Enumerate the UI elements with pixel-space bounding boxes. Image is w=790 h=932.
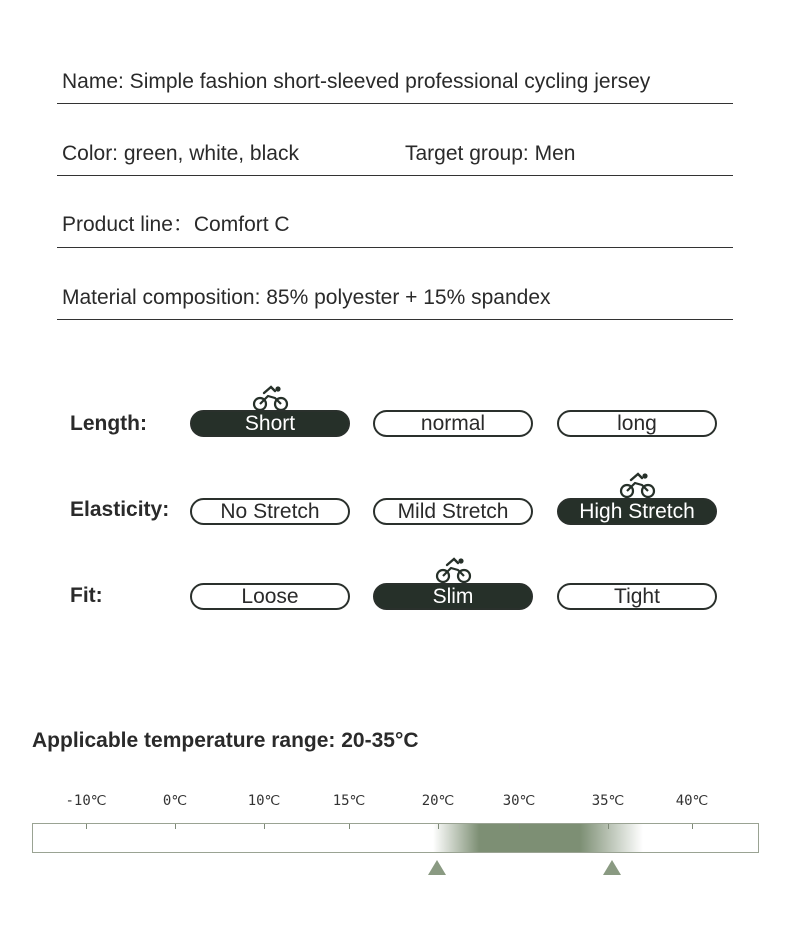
length-option-normal[interactable]: normal (373, 410, 533, 437)
temperature-range-fill (433, 824, 643, 852)
tick-label: -10℃ (65, 793, 107, 809)
elasticity-option-high-stretch[interactable]: High Stretch (557, 498, 717, 525)
length-option-short[interactable]: Short (190, 410, 350, 437)
elasticity-label: Elasticity: (70, 498, 170, 521)
length-option-long[interactable]: long (557, 410, 717, 437)
tick-label: 10℃ (247, 793, 281, 809)
fit-option-tight[interactable]: Tight (557, 583, 717, 610)
fit-option-slim[interactable]: Slim (373, 583, 533, 610)
spec-product-line-row (57, 203, 733, 248)
bar-tick (86, 823, 87, 829)
fit-label: Fit: (70, 584, 103, 607)
tick-label: 15℃ (332, 793, 366, 809)
tick-label: 0℃ (162, 793, 188, 809)
tick-label: 40℃ (675, 793, 709, 809)
temperature-title: Applicable temperature range: 20-35°C (32, 729, 419, 752)
bar-tick (349, 823, 350, 829)
tick-label: 35℃ (591, 793, 625, 809)
spec-material-row (57, 275, 733, 320)
bar-tick (175, 823, 176, 829)
spec-product-line: Product line：Comfort C (62, 213, 290, 236)
bar-tick (438, 823, 439, 829)
spec-target-group: Target group: Men (405, 142, 576, 165)
spec-color-row (57, 131, 733, 176)
spec-material: Material composition: 85% polyester + 15% spandex (62, 286, 551, 309)
cyclist-icon (251, 385, 291, 413)
range-start-marker (428, 860, 446, 875)
bar-tick (519, 823, 520, 829)
cyclist-icon (434, 557, 474, 585)
spec-color: Color: green, white, black (62, 142, 299, 165)
fit-option-loose[interactable]: Loose (190, 583, 350, 610)
range-end-marker (603, 860, 621, 875)
cyclist-icon (618, 472, 658, 500)
spec-name-row (57, 59, 733, 104)
bar-tick (608, 823, 609, 829)
length-label: Length: (70, 412, 147, 435)
tick-label: 30℃ (502, 793, 536, 809)
spec-name: Name: Simple fashion short-sleeved professional cycling jersey (62, 70, 651, 93)
elasticity-option-no-stretch[interactable]: No Stretch (190, 498, 350, 525)
tick-label: 20℃ (421, 793, 455, 809)
temperature-bar (32, 823, 759, 853)
bar-tick (692, 823, 693, 829)
elasticity-option-mild-stretch[interactable]: Mild Stretch (373, 498, 533, 525)
bar-tick (264, 823, 265, 829)
